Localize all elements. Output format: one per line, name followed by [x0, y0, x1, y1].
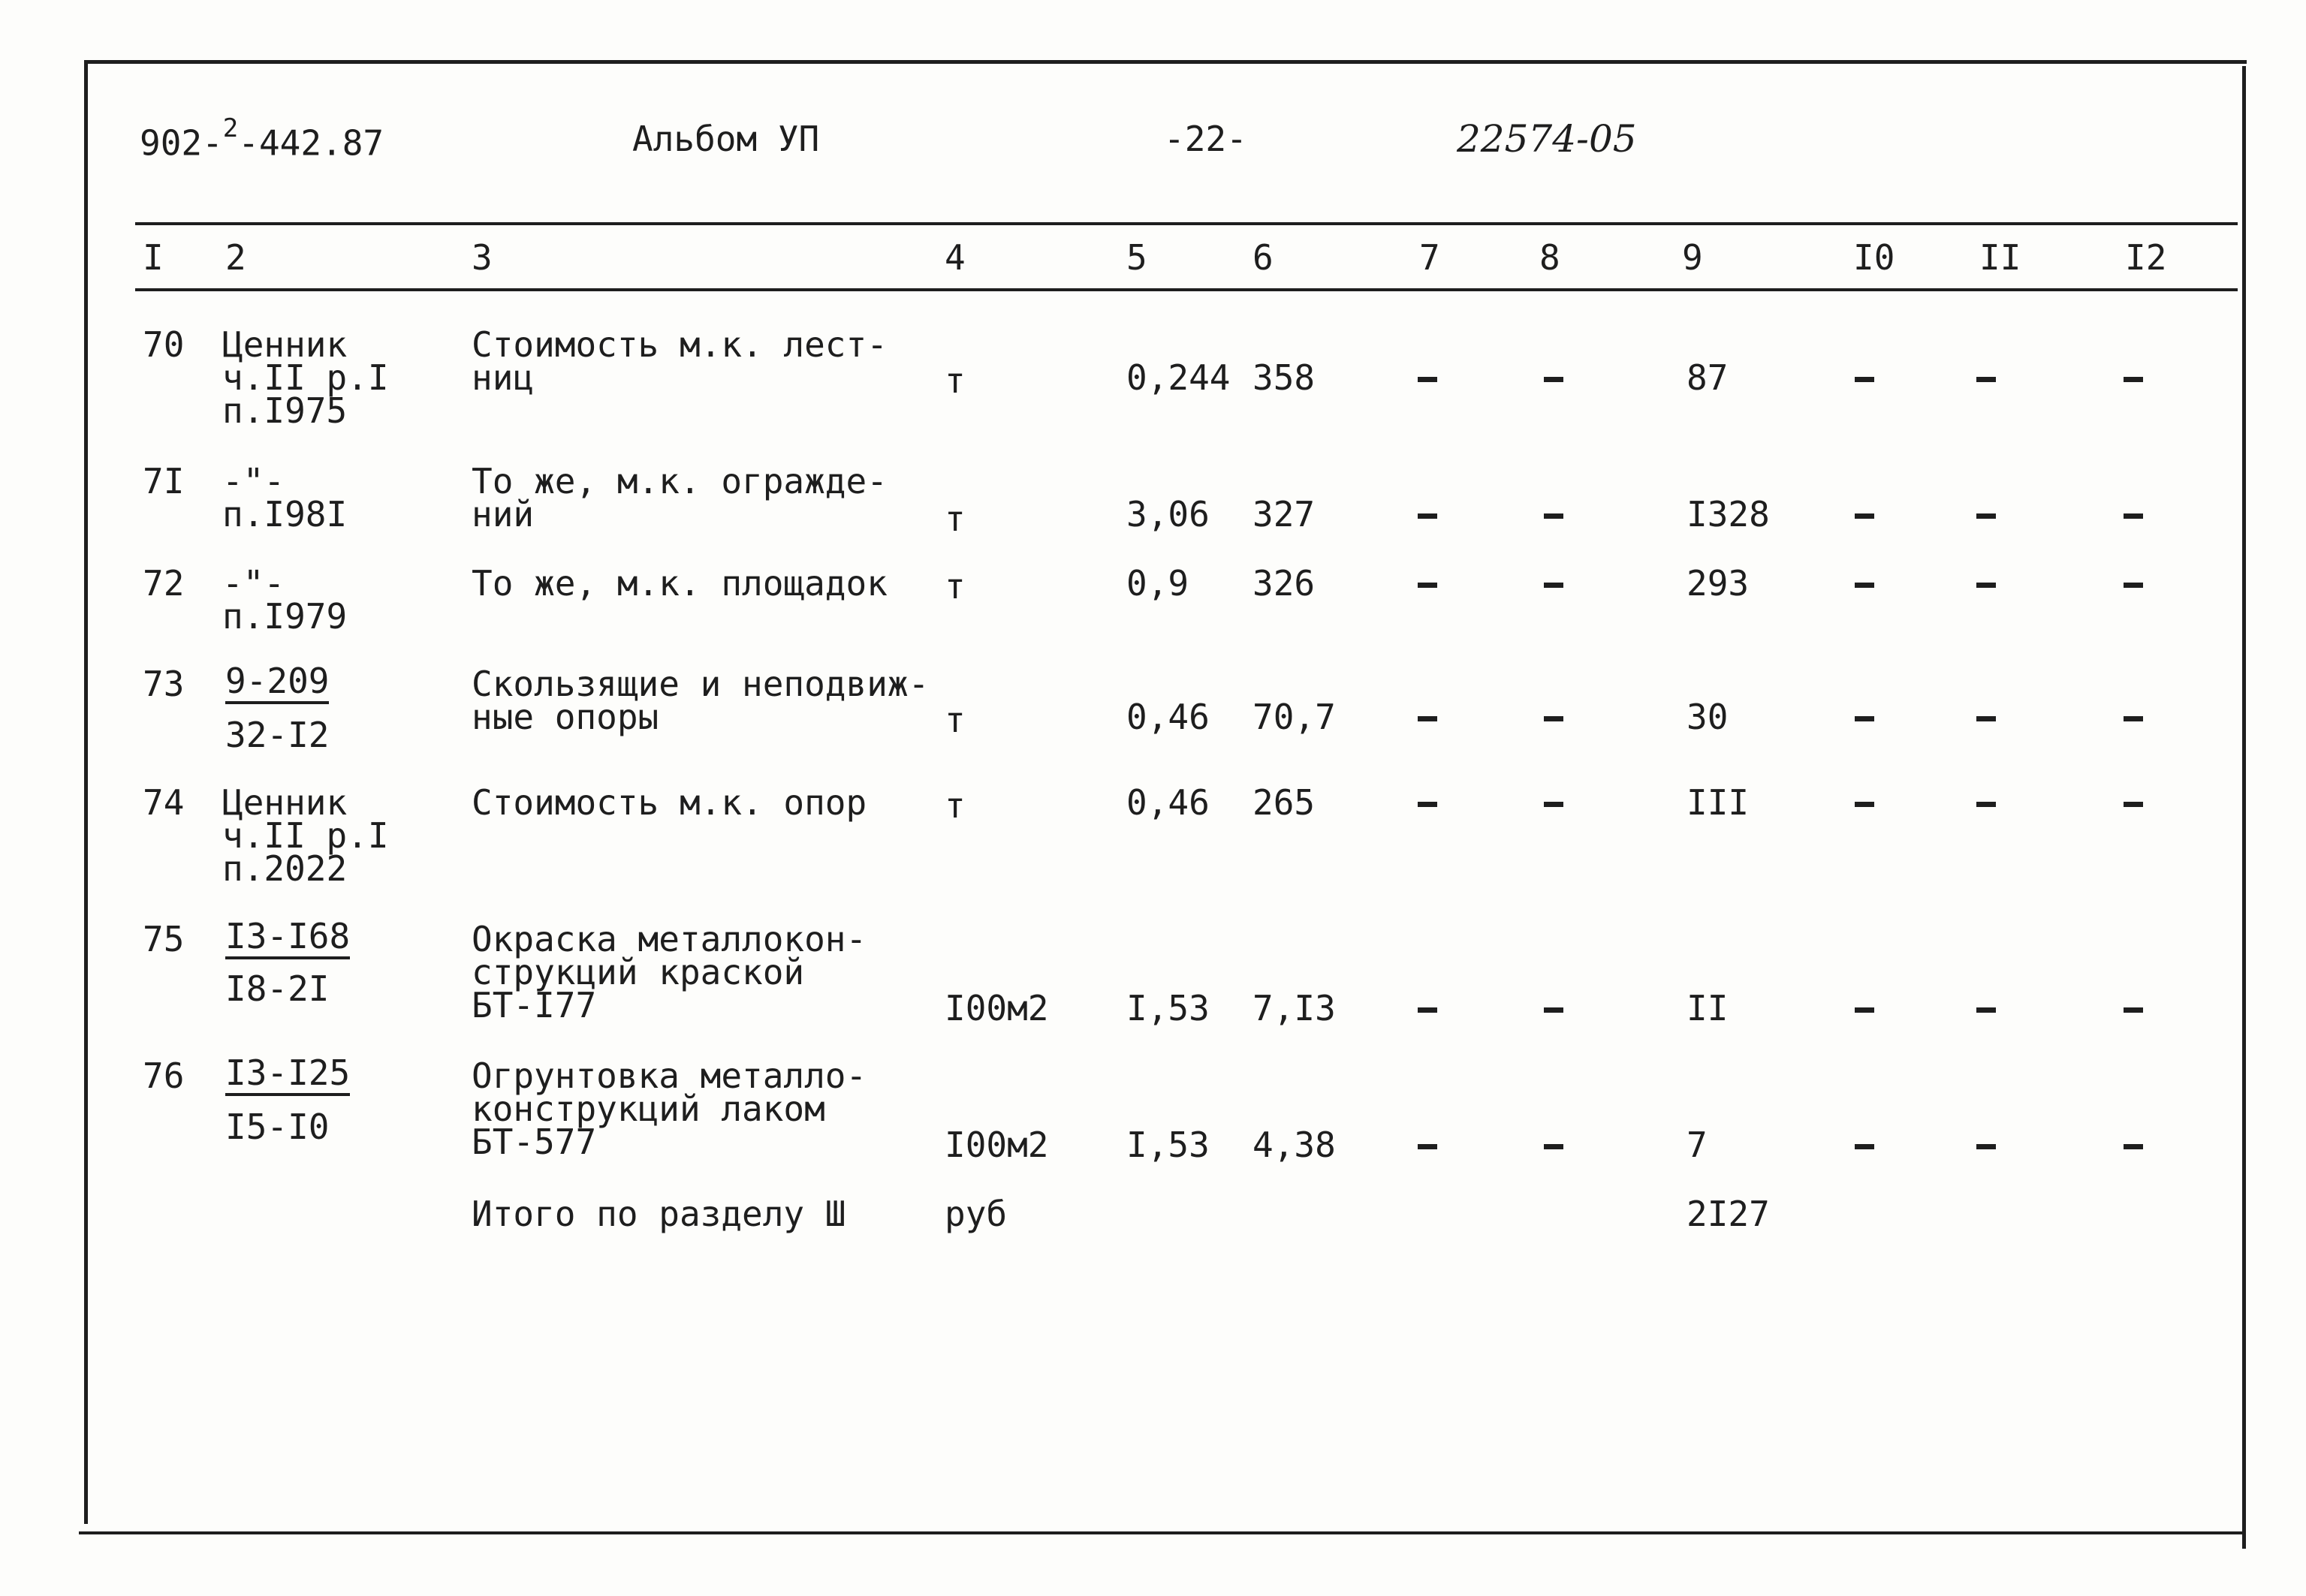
- empty-cell-dash: [1418, 513, 1437, 519]
- empty-cell-dash: [2124, 1007, 2143, 1013]
- frame-right-border: [2242, 66, 2246, 1549]
- work-description-line: Огрунтовка металло-: [472, 1055, 867, 1096]
- norm-ref-numerator: I3-I68: [225, 919, 350, 959]
- unit-price-cell: 265: [1252, 782, 1316, 823]
- section-total-unit: руб: [945, 1194, 1008, 1234]
- unit-price-cell: 326: [1252, 563, 1316, 604]
- empty-cell-dash: [1544, 1144, 1563, 1149]
- column-header: 2: [225, 237, 246, 278]
- empty-cell-dash: [1544, 716, 1563, 721]
- empty-cell-dash: [1418, 1007, 1437, 1013]
- pricebook-ref-line: ч.II р.I: [222, 815, 389, 856]
- pricebook-ref-line: Ценник: [222, 782, 348, 823]
- empty-cell-dash: [1418, 1144, 1437, 1149]
- empty-cell-dash: [1976, 377, 1996, 382]
- work-description-line: ные опоры: [472, 697, 659, 737]
- column-header: II: [1979, 237, 2021, 278]
- work-description-line: Скользящие и неподвиж-: [472, 664, 930, 704]
- total-cost-cell: II: [1687, 988, 1729, 1028]
- frame-top-border: [84, 60, 2247, 64]
- column-header: I2: [2125, 237, 2167, 278]
- norm-ref-numerator: I3-I25: [225, 1055, 350, 1096]
- column-header: I0: [1853, 237, 1895, 278]
- empty-cell-dash: [1976, 583, 1996, 588]
- column-header: 6: [1252, 237, 1274, 278]
- empty-cell-dash: [1855, 513, 1874, 519]
- empty-cell-dash: [2124, 513, 2143, 519]
- norm-ref-denominator: I5-I0: [225, 1107, 330, 1147]
- pricebook-ref-line: ч.II р.I: [222, 357, 389, 398]
- empty-cell-dash: [2124, 583, 2143, 588]
- empty-cell-dash: [1855, 583, 1874, 588]
- doc-code-part-b: -442.87: [238, 122, 384, 164]
- work-description-line: Окраска металлокон-: [472, 919, 867, 959]
- empty-cell-dash: [1544, 513, 1563, 519]
- unit-price-cell: 327: [1252, 494, 1316, 535]
- total-cost-cell: III: [1687, 782, 1750, 823]
- total-cost-cell: 30: [1687, 697, 1729, 737]
- doc-code-part-a: 902-: [140, 122, 223, 164]
- empty-cell-dash: [1855, 1007, 1874, 1013]
- work-description-line: струкций краской: [472, 952, 805, 992]
- unit-price-cell: 358: [1252, 357, 1316, 398]
- total-cost-cell: 293: [1687, 563, 1750, 604]
- unit-cell: I00м2: [945, 988, 1049, 1028]
- empty-cell-dash: [1855, 377, 1874, 382]
- norm-ref-denominator: 32-I2: [225, 715, 330, 755]
- unit-price-cell: 7,I3: [1252, 988, 1336, 1028]
- pricebook-ref-line: п.2022: [222, 848, 348, 889]
- pricebook-ref-line: -"-: [222, 563, 285, 604]
- empty-cell-dash: [1855, 1144, 1874, 1149]
- unit-cell: т: [945, 566, 966, 607]
- empty-cell-dash: [1544, 583, 1563, 588]
- page-number: -22-: [1164, 119, 1247, 159]
- empty-cell-dash: [1976, 513, 1996, 519]
- column-header: 8: [1539, 237, 1560, 278]
- work-description-line: Стоимость м.к. лест-: [472, 324, 888, 365]
- unit-cell: I00м2: [945, 1125, 1049, 1165]
- empty-cell-dash: [1976, 716, 1996, 721]
- unit-cell: т: [945, 498, 966, 539]
- quantity-cell: I,53: [1126, 988, 1210, 1028]
- row-number: 76: [143, 1055, 185, 1096]
- column-header: 9: [1682, 237, 1703, 278]
- column-header: 5: [1126, 237, 1147, 278]
- empty-cell-dash: [1418, 583, 1437, 588]
- row-number: 72: [143, 563, 185, 604]
- empty-cell-dash: [1976, 1144, 1996, 1149]
- section-total-label: Итого по разделу Ш: [472, 1194, 846, 1234]
- empty-cell-dash: [1544, 377, 1563, 382]
- empty-cell-dash: [2124, 802, 2143, 807]
- unit-cell: т: [945, 785, 966, 826]
- section-total-value: 2I27: [1687, 1194, 1770, 1234]
- unit-cell: т: [945, 360, 966, 401]
- pricebook-ref-line: п.I975: [222, 390, 348, 431]
- row-number: 70: [143, 324, 185, 365]
- work-description-line: Стоимость м.к. опор: [472, 782, 867, 823]
- norm-ref-denominator: I8-2I: [225, 968, 330, 1009]
- work-description-line: конструкций лаком: [472, 1089, 825, 1129]
- total-cost-cell: I328: [1687, 494, 1770, 535]
- empty-cell-dash: [1418, 377, 1437, 382]
- doc-code-superscript: 2: [222, 113, 239, 143]
- empty-cell-dash: [1544, 1007, 1563, 1013]
- unit-price-cell: 70,7: [1252, 697, 1336, 737]
- quantity-cell: 0,244: [1126, 357, 1231, 398]
- pricebook-ref-line: п.I979: [222, 596, 348, 637]
- doc-code: [140, 113, 384, 164]
- frame-left-border: [84, 60, 88, 1524]
- column-header: I: [143, 237, 164, 278]
- empty-cell-dash: [1976, 802, 1996, 807]
- empty-cell-dash: [1418, 716, 1437, 721]
- quantity-cell: 0,46: [1126, 782, 1210, 823]
- empty-cell-dash: [1855, 716, 1874, 721]
- pricebook-ref-line: -"-: [222, 461, 285, 501]
- row-number: 74: [143, 782, 185, 823]
- work-description-line: То же, м.к. огражде-: [472, 461, 888, 501]
- inventory-number: 22574-05: [1457, 117, 1637, 161]
- quantity-cell: 3,06: [1126, 494, 1210, 535]
- row-number: 75: [143, 919, 185, 959]
- total-cost-cell: 7: [1687, 1125, 1708, 1165]
- column-header: 4: [945, 237, 966, 278]
- quantity-cell: I,53: [1126, 1125, 1210, 1165]
- header-rule-bottom: [135, 288, 2238, 291]
- work-description-line: БТ-577: [472, 1122, 597, 1162]
- column-header: 7: [1419, 237, 1440, 278]
- unit-price-cell: 4,38: [1252, 1125, 1336, 1165]
- empty-cell-dash: [1976, 1007, 1996, 1013]
- empty-cell-dash: [1855, 802, 1874, 807]
- album-label: Альбом УП: [632, 119, 820, 159]
- empty-cell-dash: [2124, 716, 2143, 721]
- frame-bottom-border: [79, 1531, 2245, 1534]
- row-number: 73: [143, 664, 185, 704]
- norm-ref-numerator: 9-209: [225, 664, 329, 704]
- empty-cell-dash: [2124, 1144, 2143, 1149]
- total-cost-cell: 87: [1687, 357, 1729, 398]
- quantity-cell: 0,46: [1126, 697, 1210, 737]
- empty-cell-dash: [1544, 802, 1563, 807]
- work-description-line: То же, м.к. площадок: [472, 563, 888, 604]
- empty-cell-dash: [1418, 802, 1437, 807]
- work-description-line: БТ-I77: [472, 985, 597, 1025]
- header-rule-top: [135, 222, 2238, 225]
- work-description-line: ниц: [472, 357, 535, 398]
- work-description-line: ний: [472, 494, 535, 535]
- empty-cell-dash: [2124, 377, 2143, 382]
- quantity-cell: 0,9: [1126, 563, 1189, 604]
- unit-cell: т: [945, 700, 966, 740]
- row-number: 7I: [143, 461, 185, 501]
- pricebook-ref-line: Ценник: [222, 324, 348, 365]
- pricebook-ref-line: п.I98I: [222, 494, 348, 535]
- column-header: 3: [472, 237, 493, 278]
